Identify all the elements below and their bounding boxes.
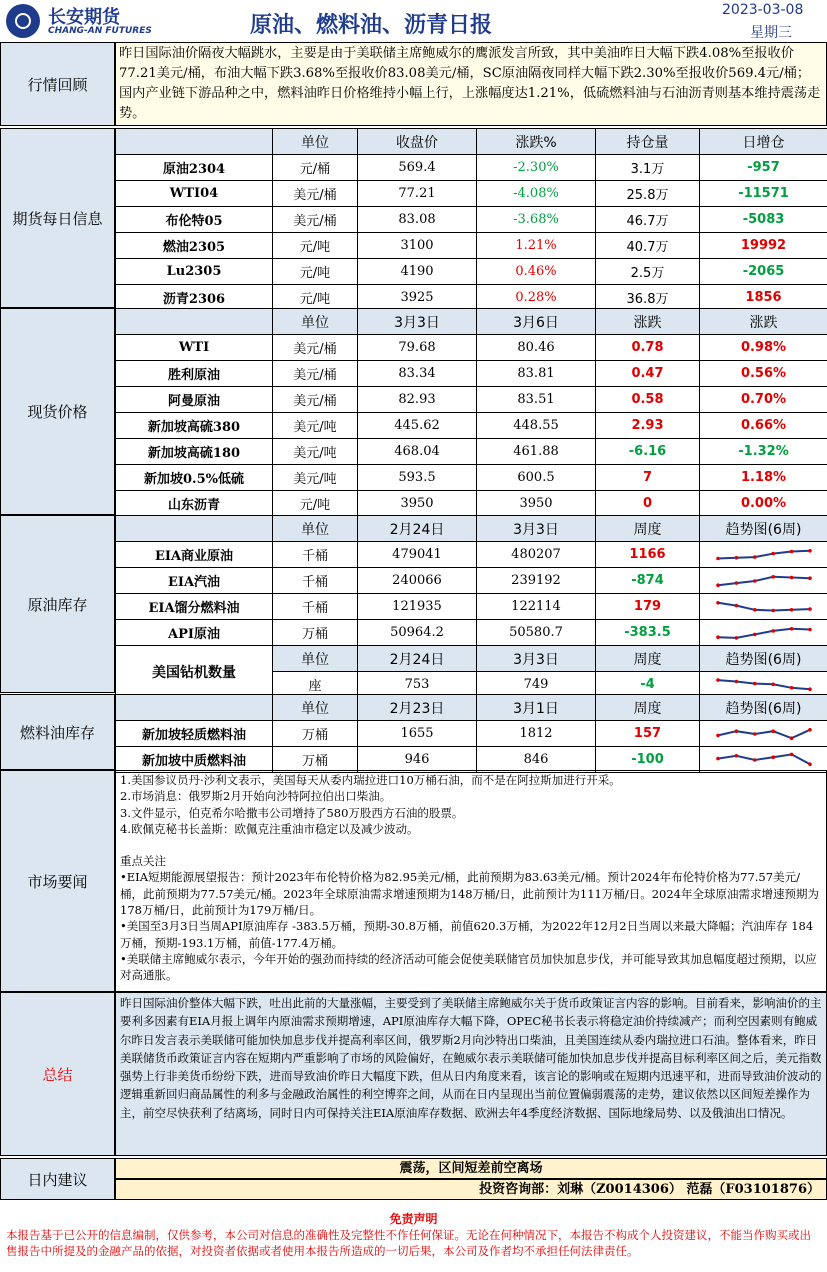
- close-price: 77.21: [358, 181, 477, 207]
- trend-cell: [700, 568, 827, 594]
- trend-line: [718, 602, 810, 610]
- column-header: 持仓量: [596, 129, 700, 155]
- trend-point: [808, 762, 812, 766]
- fuel-inventory-table: [115, 694, 827, 773]
- crude-inventory-table: [115, 515, 827, 698]
- table-row: [116, 594, 827, 620]
- change-pct: 0.66%: [700, 413, 827, 439]
- close-price: 3925: [358, 285, 477, 311]
- trend-sparkline: [714, 597, 814, 617]
- spot-table: [115, 308, 827, 517]
- column-header: 单位: [273, 309, 358, 335]
- trend-line: [718, 628, 810, 637]
- summary-text: 昨日国际油价整体大幅下跌，吐出此前的大量涨幅，主要受到了美联储主席鲍威尔关于货币政策证言内容的影响。目前看来，影响油价的主要利多因素有EIA月报上调年内原油需求预期增速，API原油库存大幅下降，OPEC秘书长表示将稳定油价持续减产；而利空因素则有鲍威尔昨日发言表示美联储可能加快加息步伐并提高利率区间，俄罗斯2月向沙特出口柴油，且美国连续从委内瑞拉进口石油。整体看来，昨日美联储货币政策证言内容在短期内严重影响了市场的风险偏好，在鲍威尔表示美联储可能加快加息步伐并提高目标利率区间之后，美元指数强势上行非美货币纷纷下跌，进而导致油价昨日大幅度下跌，但从日内角度来看，该言论的影响或在短期内迅速平和，进而导致油价波动的逻辑重新回归商品属性的利多与金融政治属性的利空博弈之间，从而在日内呈现出当前位置偏弱震荡的走势，建议依然以区间短差操作为主，前空尽快获利了结离场，同时日内可保持关注EIA原油库存数据、欧洲去年4季度经济数据、国际地缘局势、以及俄油出口情况。: [115, 992, 827, 1156]
- trend-line: [718, 729, 810, 737]
- trend-point: [734, 556, 738, 560]
- price-curr: 80.46: [477, 335, 596, 361]
- table-row: [116, 181, 827, 207]
- price-prev: 593.5: [358, 465, 477, 491]
- price-prev: 468.04: [358, 439, 477, 465]
- unit: 千桶: [273, 542, 358, 568]
- value-prev: 50964.2: [358, 620, 477, 646]
- unit: 美元/桶: [273, 387, 358, 413]
- column-header: 涨跌: [596, 309, 700, 335]
- price-curr: 600.5: [477, 465, 596, 491]
- unit: 美元/桶: [273, 361, 358, 387]
- review-label: 行情回顾: [0, 42, 115, 126]
- trend-cell: [700, 747, 827, 773]
- price-prev: 83.34: [358, 361, 477, 387]
- instrument-name: 布伦特05: [116, 207, 273, 233]
- trend-sparkline: [714, 545, 814, 565]
- trend-point: [789, 752, 793, 756]
- trend-point: [734, 636, 738, 640]
- trend-point: [716, 733, 720, 737]
- column-header: 涨跌%: [477, 129, 596, 155]
- weekly-change: -874: [596, 568, 700, 594]
- news-line: 1.美国参议员丹·沙利文表示，美国每天从委内瑞拉进口10万桶石油，而不是在阿拉斯加进行开采。: [120, 773, 621, 787]
- trend-point: [734, 603, 738, 607]
- trend-point: [753, 579, 757, 583]
- table-row: [116, 285, 827, 311]
- trend-point: [716, 756, 720, 760]
- change: 0.58: [596, 387, 700, 413]
- column-header: [116, 516, 273, 542]
- price-prev: 3950: [358, 491, 477, 517]
- table-header-row: [116, 129, 827, 155]
- futures-label: 期货每日信息: [0, 128, 115, 308]
- inventory-name: EIA商业原油: [116, 542, 273, 568]
- change-pct: -2.30%: [477, 155, 596, 181]
- summary-label: 总结: [0, 992, 115, 1156]
- value-curr: 122114: [477, 594, 596, 620]
- column-header: 趋势图(6周): [700, 516, 827, 542]
- daily-oi-change: 19992: [700, 233, 827, 259]
- weekly-change: -383.5: [596, 620, 700, 646]
- news-line: 4.欧佩克秘书长盖斯：欧佩克注重油市稳定以及减少波动。: [120, 821, 419, 836]
- trend-point: [771, 551, 775, 555]
- column-header: 单位: [273, 646, 358, 672]
- unit: 元/吨: [273, 491, 358, 517]
- page-title: 原油、燃料油、沥青日报: [250, 13, 493, 38]
- price-curr: 83.51: [477, 387, 596, 413]
- table-header-row: [116, 516, 827, 542]
- unit: 万桶: [273, 747, 358, 773]
- inventory-name: EIA汽油: [116, 568, 273, 594]
- close-price: 3100: [358, 233, 477, 259]
- trend-point: [789, 575, 793, 579]
- change: 2.93: [596, 413, 700, 439]
- product-name: 阿曼原油: [116, 387, 273, 413]
- table-row: [116, 721, 827, 747]
- value-curr: 50580.7: [477, 620, 596, 646]
- table-row: [116, 542, 827, 568]
- column-header: 3月6日: [477, 309, 596, 335]
- news-text: [115, 770, 827, 992]
- change-pct: 0.56%: [700, 361, 827, 387]
- value-prev: 946: [358, 747, 477, 773]
- instrument-name: WTI04: [116, 181, 273, 207]
- trend-point: [753, 632, 757, 636]
- open-interest: 25.8万: [596, 181, 700, 207]
- table-row: [116, 439, 827, 465]
- unit: 美元/桶: [273, 207, 358, 233]
- column-header: [116, 695, 273, 721]
- trend-point: [753, 608, 757, 612]
- column-header: 2月23日: [358, 695, 477, 721]
- unit: 万桶: [273, 721, 358, 747]
- open-interest: 40.7万: [596, 233, 700, 259]
- trend-point: [734, 729, 738, 733]
- table-header-row: [116, 309, 827, 335]
- column-header: 2月24日: [358, 646, 477, 672]
- review-text: 昨日国际油价隔夜大幅跳水，主要是由于美联储主席鲍威尔的鹰派发言所致，其中美油昨日大幅下跌4.08%至报收价77.21美元/桶，布油大幅下跌3.68%至报收价83.08美元/桶，SC原油隔夜同样大幅下跌2.30%至报收价569.4元/桶；国内产业链下游品种之中，燃料油昨日价格维持小幅上行，上涨幅度达1.21%，低硫燃料油与石油沥青则基本维持震荡走势。: [115, 42, 827, 126]
- report-header: [0, 0, 827, 42]
- column-header: 周度: [596, 695, 700, 721]
- column-header: 单位: [273, 516, 358, 542]
- change: 7: [596, 465, 700, 491]
- weekly-change: 1166: [596, 542, 700, 568]
- instrument-name: 原油2304: [116, 155, 273, 181]
- trend-point: [808, 607, 812, 611]
- instrument-name: 沥青2306: [116, 285, 273, 311]
- value-curr: 480207: [477, 542, 596, 568]
- table-row: [116, 335, 827, 361]
- trend-point: [716, 678, 720, 682]
- product-name: WTI: [116, 335, 273, 361]
- change-pct: -1.32%: [700, 439, 827, 465]
- trend-point: [716, 583, 720, 587]
- table-row: [116, 747, 827, 773]
- table-row: [116, 233, 827, 259]
- unit: 美元/吨: [273, 465, 358, 491]
- value-curr: 1812: [477, 721, 596, 747]
- table-row: [116, 568, 827, 594]
- value-prev: 240066: [358, 568, 477, 594]
- daily-oi-change: -2065: [700, 259, 827, 285]
- change-pct: 0.70%: [700, 387, 827, 413]
- inventory-name: EIA馏分燃料油: [116, 594, 273, 620]
- trend-point: [753, 681, 757, 685]
- unit: 美元/桶: [273, 335, 358, 361]
- trend-point: [771, 682, 775, 686]
- instrument-name: Lu2305: [116, 259, 273, 285]
- price-prev: 82.93: [358, 387, 477, 413]
- table-row: [116, 361, 827, 387]
- inventory-name: API原油: [116, 620, 273, 646]
- news-line: 3.文件显示，伯克希尔哈撒韦公司增持了580万股西方石油的股票。: [120, 805, 464, 820]
- unit: 元/吨: [273, 233, 358, 259]
- table-row: [116, 413, 827, 439]
- table-row: [116, 491, 827, 517]
- unit: 元/桶: [273, 155, 358, 181]
- trend-point: [753, 732, 757, 736]
- weekly-change: -4: [596, 672, 700, 698]
- change-pct: 1.21%: [477, 233, 596, 259]
- change-pct: 1.18%: [700, 465, 827, 491]
- unit: 美元/吨: [273, 413, 358, 439]
- trend-point: [753, 555, 757, 559]
- value-curr: 749: [477, 672, 596, 698]
- news-line: •EIA短期能源展望报告：预计2023年布伦特价格为82.95美元/桶，此前预期为83.63美元/桶。预计2024年布伦特价格为77.57美元/桶，此前预期为77.57美元/桶。2023年全球原油需求增速预期为148万桶/日，此前预计为111万桶/日。2024年全球原油需求增速预期为178万桶/日，此前预计为179万桶/日。: [120, 870, 819, 918]
- disclaimer-title: 免责声明: [389, 1212, 438, 1226]
- rig-header-row: [116, 646, 827, 672]
- trend-point: [808, 576, 812, 580]
- column-header: 周度: [596, 646, 700, 672]
- trend-point: [716, 556, 720, 560]
- table-header-row: [116, 695, 827, 721]
- trend-sparkline: [714, 571, 814, 591]
- price-prev: 445.62: [358, 413, 477, 439]
- trend-point: [771, 575, 775, 579]
- change: 0: [596, 491, 700, 517]
- spot-label: 现货价格: [0, 308, 115, 515]
- close-price: 4190: [358, 259, 477, 285]
- logo-cn: 长安期货: [48, 7, 120, 28]
- trend-point: [734, 754, 738, 758]
- news-label: 市场要闻: [0, 770, 115, 992]
- daily-oi-change: -5083: [700, 207, 827, 233]
- open-interest: 3.1万: [596, 155, 700, 181]
- rig-count-title: 美国钻机数量: [116, 646, 273, 698]
- value-prev: 753: [358, 672, 477, 698]
- trend-point: [789, 627, 793, 631]
- product-name: 山东沥青: [116, 491, 273, 517]
- table-row: [116, 259, 827, 285]
- news-line: 2.市场消息：俄罗斯2月开始向沙特阿拉伯出口柴油。: [120, 789, 392, 804]
- unit: 千桶: [273, 568, 358, 594]
- unit: 美元/吨: [273, 439, 358, 465]
- column-header: 3月3日: [358, 309, 477, 335]
- trend-point: [771, 755, 775, 759]
- product-name: 新加坡高硫180: [116, 439, 273, 465]
- value-prev: 1655: [358, 721, 477, 747]
- trend-line: [718, 550, 810, 558]
- change: 0.78: [596, 335, 700, 361]
- price-curr: 461.88: [477, 439, 596, 465]
- unit: 元/吨: [273, 285, 358, 311]
- value-prev: 121935: [358, 594, 477, 620]
- table-row: [116, 207, 827, 233]
- column-header: 3月3日: [477, 646, 596, 672]
- futures-table: [115, 128, 827, 311]
- unit: 万桶: [273, 620, 358, 646]
- trend-line: [718, 680, 810, 689]
- report-date: 2023-03-08: [722, 2, 804, 18]
- trend-point: [771, 729, 775, 733]
- trend-sparkline: [714, 750, 814, 770]
- open-interest: 36.8万: [596, 285, 700, 311]
- value-prev: 479041: [358, 542, 477, 568]
- change-pct: -3.68%: [477, 207, 596, 233]
- column-header: 2月24日: [358, 516, 477, 542]
- fuel-inventory-label: 燃料油库存: [0, 694, 115, 770]
- column-header: 周度: [596, 516, 700, 542]
- trend-point: [789, 736, 793, 740]
- instrument-name: 燃油2305: [116, 233, 273, 259]
- column-header: 单位: [273, 129, 358, 155]
- price-curr: 83.81: [477, 361, 596, 387]
- news-line: •美国至3月3日当周API原油库存 -383.5万桶，预期-30.8万桶，前值620.3万桶，为2022年12月2日当周以来最大降幅；汽油库存 184万桶，预期-193.1万桶，前值-177.4万桶。: [120, 919, 814, 950]
- unit: 千桶: [273, 594, 358, 620]
- table-row: [116, 387, 827, 413]
- value-curr: 846: [477, 747, 596, 773]
- trend-point: [716, 635, 720, 639]
- weekly-change: 179: [596, 594, 700, 620]
- trend-cell: [700, 594, 827, 620]
- inventory-name: 新加坡轻质燃料油: [116, 721, 273, 747]
- trend-cell: [700, 542, 827, 568]
- daily-oi-change: 1856: [700, 285, 827, 311]
- trend-point: [734, 581, 738, 585]
- trend-point: [771, 629, 775, 633]
- open-interest: 46.7万: [596, 207, 700, 233]
- change-pct: 0.00%: [700, 491, 827, 517]
- column-header: [116, 309, 273, 335]
- news-line: [120, 837, 822, 853]
- inventory-name: 新加坡中质燃料油: [116, 747, 273, 773]
- trend-point: [716, 601, 720, 605]
- column-header: 趋势图(6周): [700, 695, 827, 721]
- trend-point: [789, 686, 793, 690]
- trend-line: [718, 576, 810, 584]
- table-row: [116, 620, 827, 646]
- column-header: [116, 129, 273, 155]
- trend-cell: [700, 620, 827, 646]
- unit: 元/吨: [273, 259, 358, 285]
- column-header: 3月1日: [477, 695, 596, 721]
- price-prev: 79.68: [358, 335, 477, 361]
- report-weekday: 星期三: [750, 25, 792, 41]
- trend-point: [771, 608, 775, 612]
- table-row: [116, 155, 827, 181]
- logo-en: CHANG-AN FUTURES: [48, 26, 152, 36]
- company-logo: [4, 2, 154, 40]
- trend-sparkline: [714, 724, 814, 744]
- trend-point: [808, 728, 812, 732]
- trend-point: [789, 608, 793, 612]
- daily-oi-change: -957: [700, 155, 827, 181]
- product-name: 新加坡高硫380: [116, 413, 273, 439]
- change: -6.16: [596, 439, 700, 465]
- news-line: 重点关注: [120, 854, 166, 869]
- trend-line: [718, 754, 810, 764]
- column-header: 趋势图(6周): [700, 646, 827, 672]
- product-name: 新加坡0.5%低硫: [116, 465, 273, 491]
- trend-point: [789, 549, 793, 553]
- logo-icon: [6, 4, 40, 38]
- trend-sparkline: [714, 623, 814, 643]
- disclaimer-text: 本报告基于已公开的信息编制，仅供参考，本公司对信息的准确性及完整性不作任何保证。无论在何种情况下，本报告不构成个人投资建议，不能当作购买或出售报告中所提及的金融产品的依据，对投资者依据或者使用本报告所造成的一切后果，本公司及作者均不承担任何法律责任。: [6, 1228, 811, 1258]
- weekly-change: 157: [596, 721, 700, 747]
- open-interest: 2.5万: [596, 259, 700, 285]
- product-name: 胜利原油: [116, 361, 273, 387]
- trend-point: [734, 679, 738, 683]
- trend-point: [808, 687, 812, 691]
- unit: 座: [273, 672, 358, 698]
- trend-point: [753, 758, 757, 762]
- close-price: 83.08: [358, 207, 477, 233]
- change-pct: 0.46%: [477, 259, 596, 285]
- advice-label: 日内建议: [0, 1158, 115, 1200]
- value-curr: 239192: [477, 568, 596, 594]
- column-header: 日增仓: [700, 129, 827, 155]
- change-pct: 0.98%: [700, 335, 827, 361]
- change-pct: 0.28%: [477, 285, 596, 311]
- trend-point: [808, 549, 812, 553]
- table-row: [116, 465, 827, 491]
- unit: 美元/桶: [273, 181, 358, 207]
- trend-cell: [700, 721, 827, 747]
- column-header: 涨跌: [700, 309, 827, 335]
- advice-authors: 投资咨询部：刘琳（Z0014306） 范磊（F03101876）: [115, 1179, 827, 1200]
- price-curr: 3950: [477, 491, 596, 517]
- trend-point: [808, 627, 812, 631]
- change-pct: -4.08%: [477, 181, 596, 207]
- change: 0.47: [596, 361, 700, 387]
- trend-sparkline: [714, 675, 814, 695]
- close-price: 569.4: [358, 155, 477, 181]
- weekly-change: -100: [596, 747, 700, 773]
- column-header: 收盘价: [358, 129, 477, 155]
- news-line: •美联储主席鲍威尔表示，今年开始的强劲而持续的经济活动可能会促使美联储官员加快加息步伐，并可能导致其加息幅度超过预期，以应对高通胀。: [120, 951, 817, 983]
- daily-oi-change: -11571: [700, 181, 827, 207]
- column-header: 3月3日: [477, 516, 596, 542]
- price-curr: 448.55: [477, 413, 596, 439]
- crude-inventory-label: 原油库存: [0, 515, 115, 693]
- advice-text: 震荡，区间短差前空离场: [115, 1158, 827, 1179]
- column-header: 单位: [273, 695, 358, 721]
